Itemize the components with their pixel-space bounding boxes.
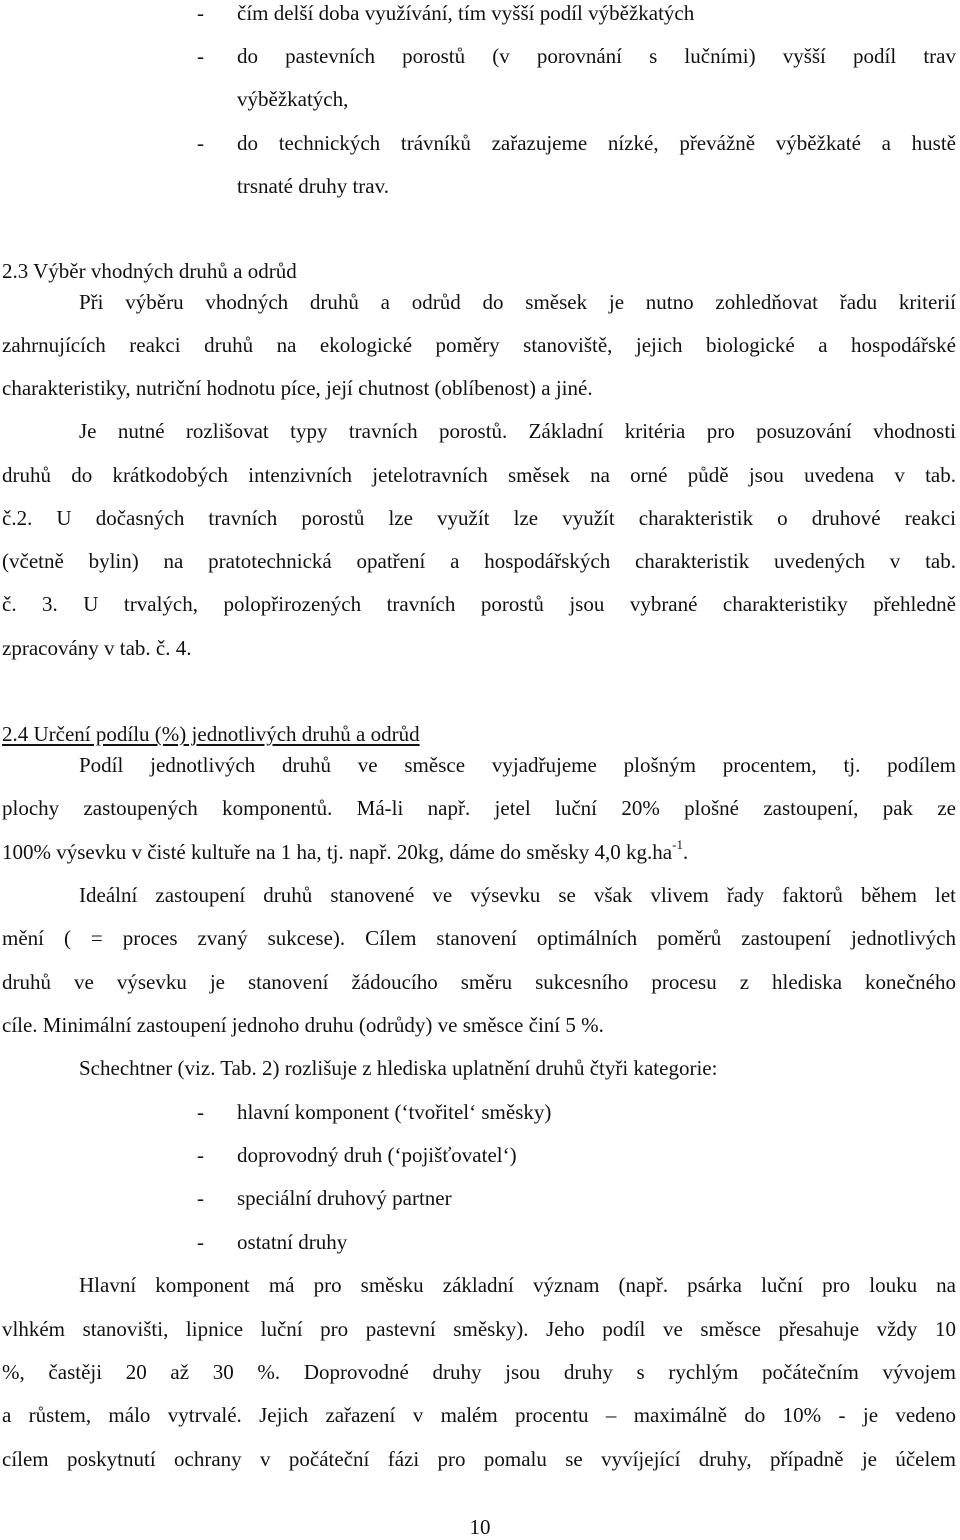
section-heading-2-3: 2.3 Výběr vhodných druhů a odrůd (2, 259, 297, 283)
list-dash: - (197, 1143, 204, 1167)
paragraph-line: Ideální zastoupení druhů stanovené ve výsevku se však vlivem řady faktorů během let (79, 883, 956, 907)
paragraph-line: Schechtner (viz. Tab. 2) rozlišuje z hlediska uplatnění druhů čtyři kategorie: (79, 1056, 718, 1080)
paragraph-line: Je nutné rozlišovat typy travních porostů. Základní kritéria pro posuzování vhodnosti (79, 419, 956, 443)
paragraph-text: 100% výsevku v čisté kultuře na 1 ha, tj. např. 20kg, dáme do směsky 4,0 kg.ha (2, 840, 673, 864)
paragraph-line (2, 839, 688, 865)
paragraph-line: mění ( = proces zvaný sukcese). Cílem stanovení optimálních poměrů zastoupení jednotlivých (2, 926, 956, 950)
list-item-text: hlavní komponent (‘tvořitel‘ směsky) (237, 1100, 552, 1124)
paragraph-line: plochy zastoupených komponentů. Má-li např. jetel luční 20% plošné zastoupení, pak ze (2, 796, 956, 820)
list-item-text: do technických trávníků zařazujeme nízké, převážně výběžkaté a hustě (237, 131, 956, 155)
paragraph-line: Podíl jednotlivých druhů ve směsce vyjadřujeme plošným procentem, tj. podílem (79, 753, 956, 777)
paragraph-line: Při výběru vhodných druhů a odrůd do směsek je nutno zohledňovat řadu kriterií (79, 290, 956, 314)
paragraph-line: zpracovány v tab. č. 4. (2, 636, 192, 660)
paragraph-line: Hlavní komponent má pro směsku základní význam (např. psárka luční pro louku na (79, 1273, 956, 1297)
paragraph-line: %, častěji 20 až 30 %. Doprovodné druhy jsou druhy s rychlým počátečním vývojem (2, 1360, 956, 1384)
paragraph-line: charakteristiky, nutriční hodnotu píce, její chutnost (oblíbenost) a jiné. (2, 376, 593, 400)
paragraph-line: cíle. Minimální zastoupení jednoho druhu (odrůdy) ve směsce činí 5 %. (2, 1013, 604, 1037)
list-item-text: speciální druhový partner (237, 1186, 452, 1210)
list-item-text: trsnaté druhy trav. (237, 174, 390, 198)
paragraph-text: . (682, 840, 689, 864)
list-dash: - (197, 131, 204, 155)
page-number: 10 (469, 1515, 491, 1539)
paragraph-line: vlhkém stanovišti, lipnice luční pro pastevní směsky). Jeho podíl ve směsce přesahuje vždy 10 (2, 1317, 956, 1341)
paragraph-line: č.2. U dočasných travních porostů lze využít lze využít charakteristik o druhové reakci (2, 506, 956, 530)
superscript: -1 (672, 837, 683, 852)
list-item-text: do pastevních porostů (v porovnání s lučními) vyšší podíl trav (237, 44, 956, 68)
section-heading-2-4: 2.4 Určení podílu (%) jednotlivých druhů a odrůd (2, 722, 420, 746)
paragraph-line: druhů ve výsevku je stanovení žádoucího směru sukcesního procesu z hlediska konečného (2, 970, 956, 994)
list-dash: - (197, 1, 204, 25)
paragraph-line: (včetně bylin) na pratotechnická opatření a hospodářských charakteristik uvedených v tab. (2, 549, 956, 573)
paragraph-line: č. 3. U trvalých, polopřirozených travních porostů jsou vybrané charakteristiky přehledně (2, 592, 956, 616)
list-item-text: doprovodný druh (‘pojišťovatel‘) (237, 1143, 517, 1167)
paragraph-line: zahrnujících reakci druhů na ekologické poměry stanoviště, jejich biologické a hospodářské (2, 333, 956, 357)
list-item-text: ostatní druhy (237, 1230, 348, 1254)
paragraph-line: a růstem, málo vytrvalé. Jejich zařazení v malém procentu – maximálně do 10% - je vedeno (2, 1403, 956, 1427)
paragraph-line: druhů do krátkodobých intenzivních jetelotravních směsek na orné půdě jsou uvedena v tab. (2, 463, 956, 487)
list-item-text: čím delší doba využívání, tím vyšší podíl výběžkatých (237, 1, 695, 25)
list-item-text: výběžkatých, (237, 87, 349, 111)
list-dash: - (197, 1100, 204, 1124)
paragraph-line: cílem poskytnutí ochrany v počáteční fázi pro pomalu se vyvíjející druhy, případně je účelem (2, 1447, 956, 1471)
list-dash: - (197, 1230, 204, 1254)
list-dash: - (197, 1186, 204, 1210)
list-dash: - (197, 44, 204, 68)
